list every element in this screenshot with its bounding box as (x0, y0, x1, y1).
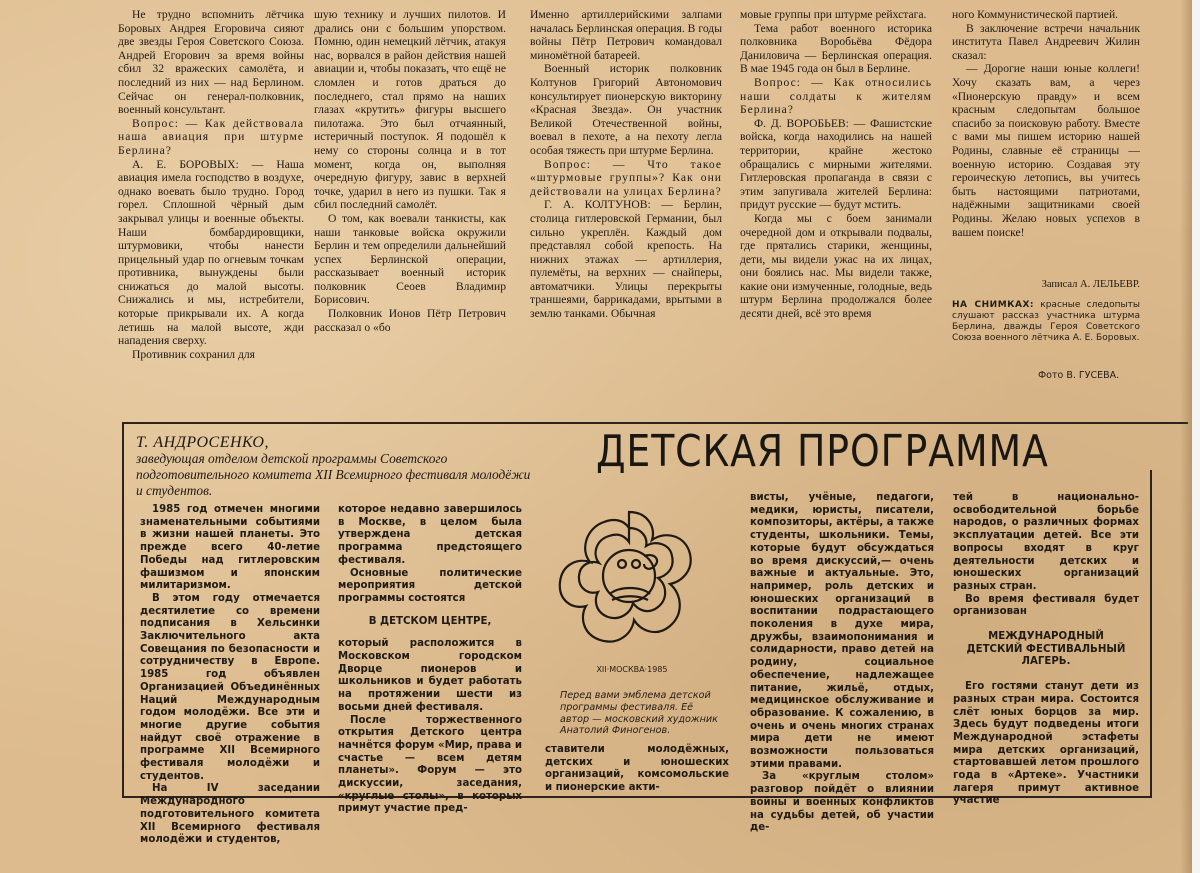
author-title: заведующая отделом детской программы Советского подготовительного комитета XII Всемирного фестиваля молодёжи и студентов. (136, 451, 531, 498)
festival-emblem (552, 506, 706, 666)
paragraph: В заключение встречи начальник института Павел Андреевич Жилин сказал: (952, 21, 1140, 62)
question: Вопрос: — Как действовала наша авиация при штурме Берлина? (118, 116, 304, 157)
paragraph: Полковник Ионов Пётр Петрович рассказал о «бо (314, 307, 506, 334)
top-column-1 (118, 8, 304, 388)
paragraph: Тема работ военного историка полковника Воробьёва Фёдора Даниловича — Берлинская операция. В мае 1945 года он был в Берлине. (740, 21, 932, 76)
paragraph: которое недавно завершилось в Москве, в целом была утверждена детская программа предстоящего фестиваля. (338, 504, 522, 566)
paragraph: ставители молодёжных, детских и юношеских организаций, комсомольские и пионерские акти- (545, 744, 729, 794)
paragraph: А. Е. БОРОВЫХ: — Наша авиация имела господство в воздухе, однако воевать было трудно. Город горел. Сплошной чёрный дым закрывал улицы и военные объекты. Наши бомбардировщики, штурмовики, чтобы нанести прицельный удар по огневым точкам противника, вынуждены были снижаться до малой высоты. Снижались и мы, истребители, которые прикрывали их. А когда летишь на малой высоте, жди нападения сверху. (118, 157, 304, 348)
paragraph: мовые группы при штурме рейхстага. (740, 8, 927, 21)
paragraph: Его гостями станут дети из разных стран мира. Состоится слёт юных борцов за мир. Здесь будут подведены итоги Международной эстафеты мира детских организаций, стартовавшей летом прошлого года в «Артеке». Участники лагеря примут активное участие (953, 681, 1139, 807)
paragraph: В этом году отмечается десятилетие со времени подписания в Хельсинки Заключительного акта Совещания по безопасности и сотрудничеству в Европе. 1985 год объявлен Организацией Объединённых Наций Международным годом молодёжи. Все эти и многие другие события найдут своё отражение в программе XII Всемирного фестиваля молодёжи и студентов. (140, 592, 320, 782)
photo-caption-lead: НА СНИМКАХ: (952, 300, 1035, 310)
photo-caption (952, 300, 1140, 344)
author-name: Т. АНДРОСЕНКО, (136, 434, 269, 451)
bottom-column-5 (953, 492, 1139, 807)
paragraph: ного Коммунистической партией. (952, 8, 1119, 21)
paragraph: Во время фестиваля будет организован (953, 593, 1139, 618)
article-heading: ДЕТСКАЯ ПРОГРАММА (596, 426, 1049, 477)
paragraph: О том, как воевали танкисты, как наши танковые войска окружили Берлин и тем определили дальнейший успех Берлинской операции, рассказывает военный историк полковник Сеоев Владимир Борисович. (314, 211, 506, 307)
paragraph: тей в национально-освободительной борьбе народов, о различных формах эксплуатации детей. Все эти вопросы входят в круг деятельности детских и юношеских организаций разных стран. (953, 492, 1139, 592)
paragraph: Военный историк полковник Колтунов Григорий Автономович консультирует пионерскую викторину «Красная Звезда». Он участник Великой Отечественной войны, воевал в пехоте, а на пехоту легла особая тяжесть при штурме Берлина. (530, 62, 722, 157)
flower-emblem-icon (560, 512, 691, 642)
paragraph: После торжественного открытия Детского центра начнётся форум «Мир, права и счастье — всем детям планеты». Форум — это дискуссии, заседания, «круглые столы», в которых примут участие пред- (338, 714, 522, 815)
paragraph: Не трудно вспомнить лётчика Боровых Андрея Егоровича сияют две звезды Героя Советского Союза. Андрей Егорович за время войны сбил 32 вражеских самолёта, и последний из них — над Берлином. Сейчас он генерал-полковник, военный консультант. (118, 8, 304, 117)
paragraph: За «круглым столом» разговор пойдёт о влиянии войны и военных конфликтов на судьбы детей, об участии де- (750, 771, 934, 834)
paragraph: 1985 год отмечен многими знаменательными событиями в жизни нашей планеты. Это прежде всего 40-летие Победы над гитлеровским фашизмом и японским милитаризмом. (140, 504, 320, 592)
recorded-by: Записал А. ЛЕЛЬЕВР. (1041, 279, 1140, 290)
paragraph: Основные политические мероприятия детской программы состоятся (338, 567, 522, 604)
bottom-column-1 (140, 504, 320, 846)
paragraph: Ф. Д. ВОРОБЬЕВ: — Фашистские войска, когда находились на нашей территории, крайне жестоко обращались с мирными жителями. Гитлеровская пропаганда в связи с этим запугивала жителей Берлина: придут русские — будут мстить. (740, 116, 932, 212)
emblem-note: Перед вами эмблема детской программы фестиваля. Её автор — московский художник Анатолий Финогенов. (560, 690, 718, 737)
top-column-2 (314, 8, 506, 388)
paragraph: На IV заседании Международного подготовительного комитета XII Всемирного фестиваля молодёжи и студентов, (140, 783, 320, 846)
bottom-column-3 (545, 744, 729, 792)
question: Вопрос: — Как относились наши солдаты к жителям Берлина? (740, 75, 932, 117)
paragraph: висты, учёные, педагоги, медики, юристы, писатели, композиторы, актёры, а также студенты, школьники. Темы, которые будут обсуждаться во время дискуссий,— очень важные и актуальные. Это, например, роль детских и юношеских организаций в воспитании подрастающего поколения в духе мира, дружбы, взаимопонимания и солидарности, право детей на родину, социальное обеспечение, надлежащее питание, жильё, отдых, медицинское обслуживание и образование. К сожалению, в очень и очень многих странах мира дети не имеют возможности пользоваться этими правами. (750, 492, 934, 770)
paragraph: который расположится в Московском городском Дворце пионеров и школьников и будет работать на протяжении шести из восьми дней фестиваля. (338, 638, 522, 713)
paragraph: Когда мы с боем занимали очередной дом и открывали подвалы, где прятались старики, женщины, дети, мы видели ужас на их лицах, они боялись нас. Мы видели также, какие они измученные, голодные, ведь штурм Берлина продолжался более десяти дней, всё это время (740, 211, 932, 321)
question: Вопрос: — Что такое «штурмовые группы»? Как они действовали на улицах Берлина? (530, 157, 722, 198)
paragraph: Г. А. КОЛТУНОВ: — Берлин, столица гитлеровской Германии, был сильно укреплён. Каждый дом представлял собой крепость. На нижних этажах — артиллерия, пулемёты, на верхних — снайперы, автоматчики. Улицы перекрыты траншеями, баррикадами, врытыми в землю танками. Обычная (530, 198, 722, 321)
paragraph: Именно артиллерийскими залпами началась Берлинская операция. В годы войны Пётр Петрович командовал миномётной батареей. (530, 8, 722, 62)
top-column-5 (952, 8, 1140, 270)
subheading: В ДЕТСКОМ ЦЕНТРЕ, (368, 615, 492, 627)
bottom-column-2 (338, 504, 522, 815)
top-column-4 (740, 8, 932, 388)
frame-top-rule (122, 422, 1188, 424)
frame-right-rule (1150, 470, 1152, 798)
top-column-3 (530, 8, 722, 388)
emblem-label: XII·МОСКВА·1985 (596, 665, 668, 674)
bottom-column-4 (750, 492, 934, 834)
paragraph: — Дорогие наши юные коллеги! Хочу сказать вам, а через «Пионерскую правду» и всем красным следопытам большое спасибо за поисковую работу. Вместе с вами мы пишем историю нашей Родины, славные её страницы — военную историю. Создавая эту героическую летопись, вы учитесь быть настоящими патриотами, надёжными защитниками своей Родины. Желаю новых успехов в вашем поиске! (952, 62, 1140, 239)
subheading: МЕЖДУНАРОДНЫЙ ДЕТСКИЙ ФЕСТИВАЛЬНЫЙ ЛАГЕРЬ. (966, 631, 1126, 668)
paragraph: шую технику и лучших пилотов. И дрались они с большим упорством. Помню, один немецкий лётчик, атакуя нас, ворвался в район действия нашей авиации и, чтобы показать, что ещё не сломлен и готов драться до последнего, стал прямо на наших глазах «крутить» фигуры высшего пилотажа. Это был отчаянный, истеричный поступок. Я подошёл к нему со стороны солнца и в тот момент, когда он, выполняя очередную фигуру, завис в верхней точке, ударил в него из пушки. Так я сбил последний самолёт. (314, 8, 506, 212)
photo-credit: Фото В. ГУСЕВА. (1038, 370, 1120, 381)
paragraph: Противник сохранил для (132, 347, 256, 361)
page-edge-shadow (1180, 0, 1192, 873)
photo-caption-text: красные следопыты слушают рассказ участника штурма Берлина, дважды Героя Советского Союза военного лётчика А. Е. Боровых. (952, 300, 1140, 343)
frame-left-rule (122, 422, 124, 798)
